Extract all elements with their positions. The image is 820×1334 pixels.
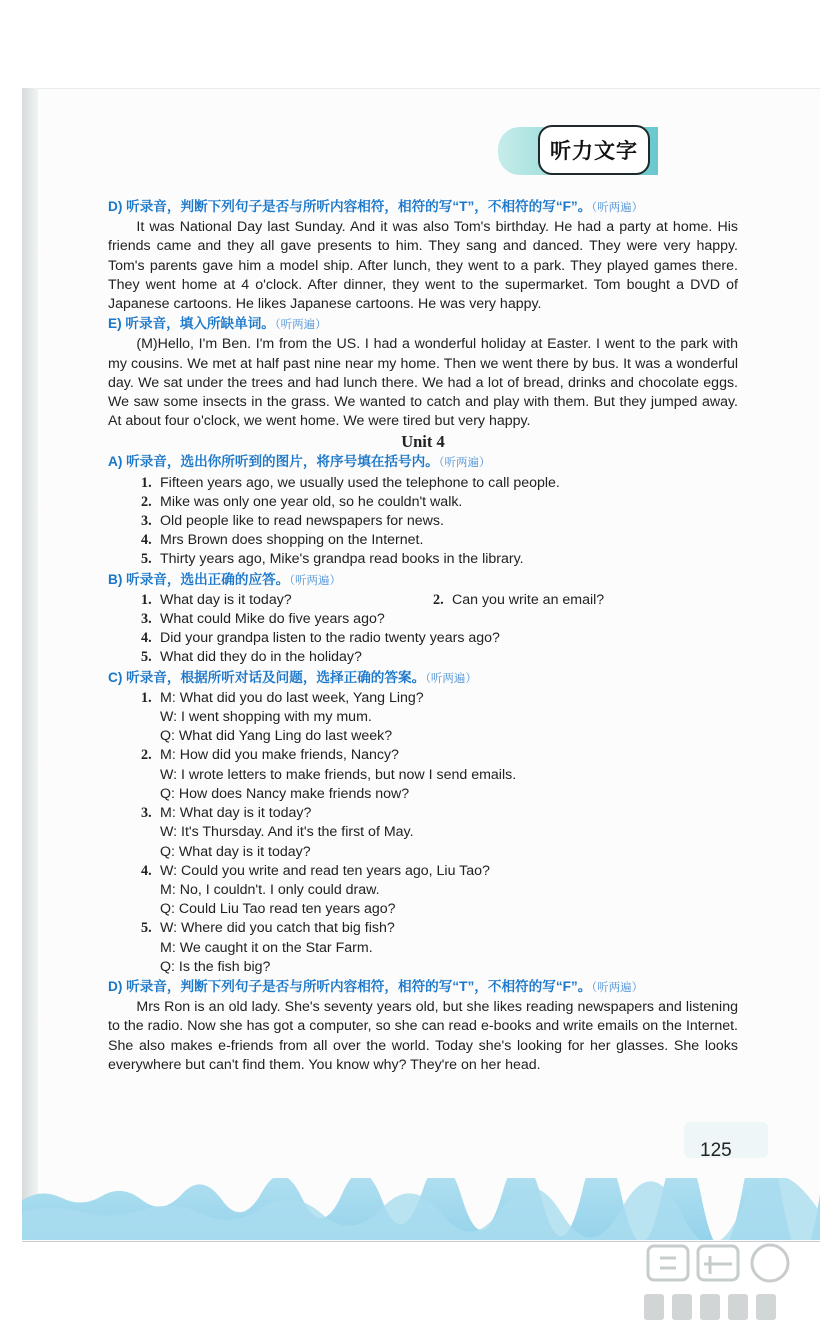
book-spine-shadow: [22, 88, 38, 1240]
footer-wave-decoration: [22, 1178, 820, 1240]
list-item-pair: 1. What day is it today? 2. Can you write an email?: [141, 591, 605, 608]
dialog-line: 3. M: What day is it today?: [141, 805, 312, 822]
section-heading-a: A) 听录音，选出你所听到的图片，将序号填在括号内。（听两遍）: [108, 454, 491, 470]
dialog-line: W: I wrote letters to make friends, but now I send emails.: [160, 766, 517, 783]
unit-title: Unit 4: [401, 432, 445, 452]
dialog-line: 5. W: Where did you catch that big fish?: [141, 920, 395, 937]
page-content: [108, 197, 738, 1075]
list-item: 4. Mrs Brown does shopping on the Internet.: [141, 532, 424, 549]
list-item: 5. Thirty years ago, Mike's grandpa read books in the library.: [141, 551, 524, 568]
dialog-line: 4. W: Could you write and read ten years ago, Liu Tao?: [141, 862, 490, 879]
section-heading-d: D) 听录音，判断下列句子是否与所听内容相符，相符的写“T”，不相符的写“F”。（听两遍）: [108, 978, 644, 994]
section-heading-c: C) 听录音，根据所听对话及问题，选择正确的答案。（听两遍）: [108, 669, 477, 685]
list-item: 3. What could Mike do five years ago?: [141, 611, 385, 628]
dialog-question: Q: Could Liu Tao read ten years ago?: [160, 901, 396, 918]
dialog-question: Q: Is the fish big?: [160, 958, 271, 975]
list-item: 4. Did your grandpa listen to the radio twenty years ago?: [141, 630, 500, 647]
dialog-line: 2. M: How did you make friends, Nancy?: [141, 747, 399, 764]
list-item: 1. Fifteen years ago, we usually used the telephone to call people.: [141, 474, 560, 491]
passage-national-day: It was National Day last Sunday. And it was also Tom's birthday. He had a party at home. His friends came and they all gave presents to him. They sang and danced. They were very happy. Tom's parents gave him a model ship. After lunch, they went to a park. They played games there. They went home at 4 o'clock. After dinner, they went to the supermarket. Tom bought a DVD of Japanese cartoons. He likes Japanese cartoons. He was very happy.: [108, 219, 738, 313]
header-title: 听力文字: [538, 125, 650, 175]
section-heading-b: B) 听录音，选出正确的应答。（听两遍）: [108, 571, 341, 587]
section-heading-e-top: E) 听录音，填入所缺单词。（听两遍）: [108, 316, 327, 332]
list-item: 3. Old people like to read newspapers for news.: [141, 513, 444, 530]
dialog-question: Q: How does Nancy make friends now?: [160, 785, 410, 802]
site-watermark-logo: [620, 1238, 820, 1332]
dialog-line: M: No, I couldn't. I only could draw.: [160, 881, 380, 898]
dialog-line: W: It's Thursday. And it's the first of May.: [160, 824, 414, 841]
passage-mrs-ron: Mrs Ron is an old lady. She's seventy years old, but she likes reading newspapers and listening to the radio. Now she has got a computer, so she can read e-books and write emails on the Internet. She also makes e-friends from all over the world. Today she's looking for her glasses. She looks everywhere but can't find them. You know why? They're on her head.: [108, 999, 738, 1073]
dialog-question: Q: What did Yang Ling do last week?: [160, 728, 393, 745]
dialog-line: W: I went shopping with my mum.: [160, 709, 372, 726]
section-heading-d-top: D) 听录音，判断下列句子是否与所听内容相符，相符的写“T”，不相符的写“F”。（听两遍）: [108, 199, 644, 214]
list-item: 2. Mike was only one year old, so he couldn't walk.: [141, 493, 463, 510]
dialog-line: 1. M: What did you do last week, Yang Ling?: [141, 689, 424, 706]
page-number: 125: [700, 1140, 732, 1161]
passage-easter-holiday: (M)Hello, I'm Ben. I'm from the US. I had a wonderful holiday at Easter. I went to the park with my cousins. We met at half past nine near my home. Then we went there by bus. It was a wonderful day. We sat under the trees and had lunch there. We had a lot of bread, drinks and chocolate eggs. We saw some insects in the grass. We wanted to catch and play with them. But they jumped away. At about four o'clock, we went home. We were tired but very happy.: [108, 336, 738, 430]
list-item: 5. What did they do in the holiday?: [141, 649, 362, 666]
dialog-line: M: We caught it on the Star Farm.: [160, 939, 373, 956]
dialog-question: Q: What day is it today?: [160, 843, 311, 860]
